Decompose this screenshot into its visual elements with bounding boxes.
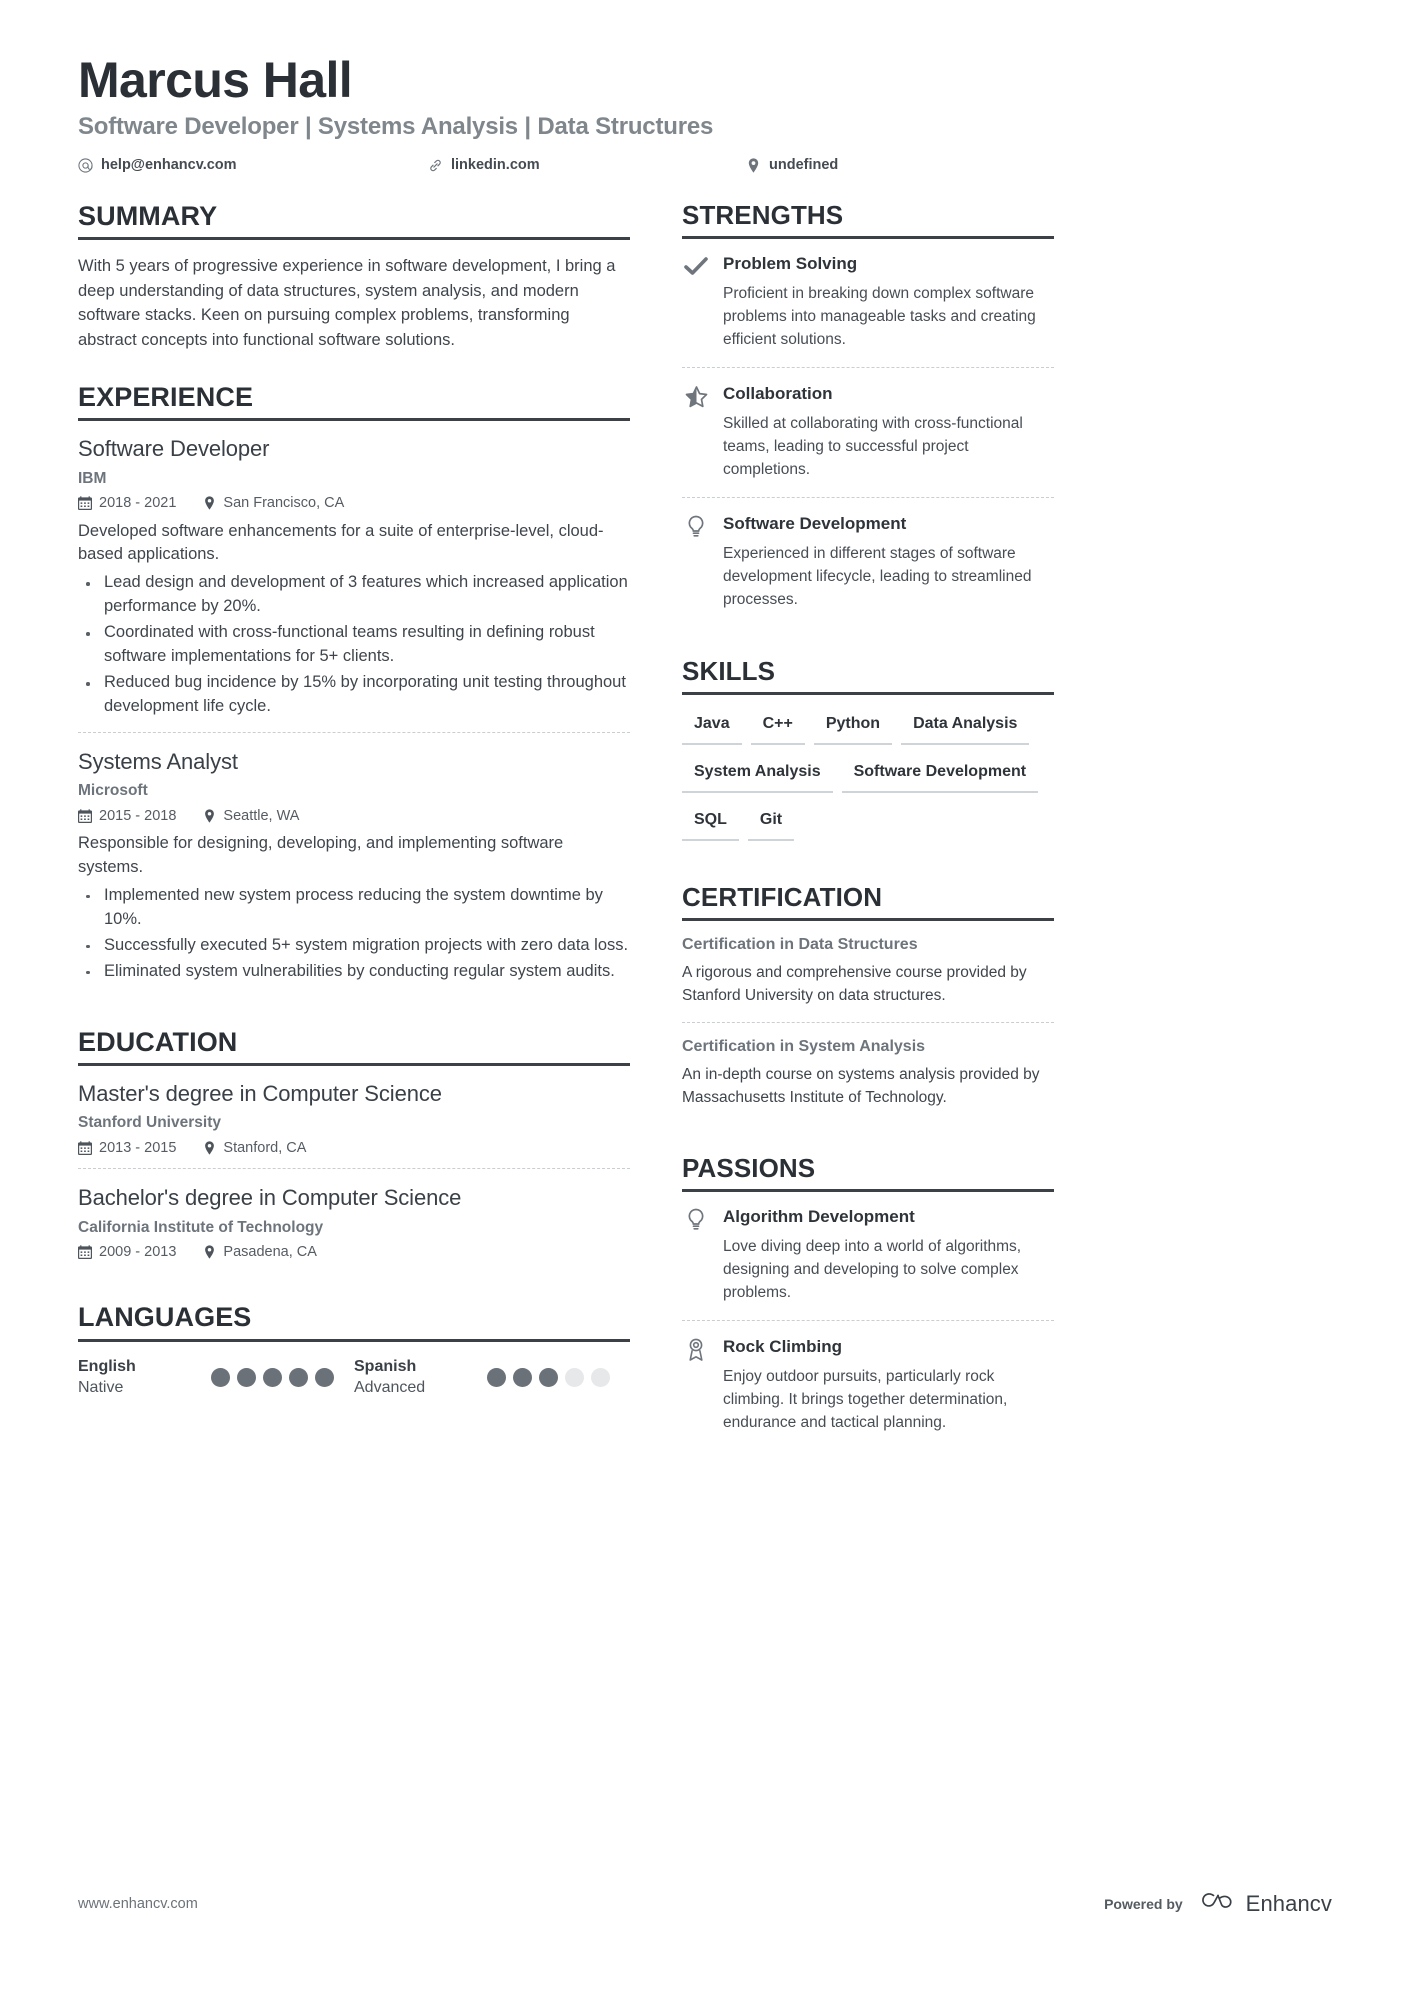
passion-body bbox=[723, 1206, 1054, 1305]
strength-title: Problem Solving bbox=[723, 254, 858, 274]
section-title-passions: PASSIONS bbox=[682, 1152, 816, 1183]
enhancv-logo-icon bbox=[1197, 1890, 1237, 1917]
left-column bbox=[78, 201, 630, 1429]
skill-tag[interactable]: System Analysis bbox=[682, 757, 833, 793]
job-bullet: Reduced bug incidence by 15% by incorporating unit testing throughout development life cycle. bbox=[78, 671, 630, 719]
contact-row bbox=[78, 157, 1332, 173]
location-pin-icon bbox=[202, 809, 216, 823]
passion-item bbox=[682, 1320, 1054, 1450]
calendar-icon bbox=[78, 496, 92, 510]
language-item bbox=[78, 1356, 354, 1399]
section-title-skills: SKILLS bbox=[682, 656, 776, 687]
section-summary bbox=[78, 201, 630, 352]
language-level: Advanced bbox=[354, 1379, 426, 1397]
section-divider bbox=[78, 1063, 630, 1066]
section-certification bbox=[682, 883, 1054, 1123]
rating-dot bbox=[565, 1368, 584, 1387]
job-dates bbox=[78, 809, 176, 824]
calendar-icon bbox=[78, 1245, 92, 1259]
location-pin-icon bbox=[202, 1245, 216, 1259]
email-icon bbox=[78, 158, 93, 173]
brand-name: Enhancv bbox=[1245, 1890, 1332, 1916]
language-level: Native bbox=[78, 1379, 124, 1397]
job-location-text: Seattle, WA bbox=[223, 807, 300, 824]
section-title-education: EDUCATION bbox=[78, 1026, 238, 1057]
rating-dot bbox=[591, 1368, 610, 1387]
certification-desc: A rigorous and comprehensive course provided by Stanford University on data structures. bbox=[682, 964, 1027, 1004]
brand-logo bbox=[1197, 1890, 1332, 1917]
strength-title: Software Development bbox=[723, 514, 907, 534]
passion-item bbox=[682, 1206, 1054, 1320]
strength-body bbox=[723, 383, 1054, 482]
professional-headline: Software Developer | Systems Analysis | Data Structures bbox=[78, 113, 714, 140]
language-labels bbox=[354, 1356, 425, 1399]
degree-title: Bachelor's degree in Computer Science bbox=[78, 1185, 462, 1211]
company-name: IBM bbox=[78, 469, 107, 487]
skill-tag[interactable]: Python bbox=[814, 709, 892, 745]
language-rating bbox=[487, 1368, 610, 1387]
job-dates bbox=[78, 496, 176, 511]
skill-tag[interactable]: Data Analysis bbox=[901, 709, 1029, 745]
rating-dot bbox=[315, 1368, 334, 1387]
strength-desc: Experienced in different stages of software development lifecycle, leading to streamlined processes. bbox=[723, 545, 1032, 609]
job-bullet: Coordinated with cross-functional teams resulting in defining robust software implementations for 5+ clients. bbox=[78, 621, 630, 669]
job-title: Systems Analyst bbox=[78, 748, 238, 774]
calendar-icon bbox=[78, 1141, 92, 1155]
education-dates bbox=[78, 1141, 176, 1156]
rating-dot bbox=[487, 1368, 506, 1387]
passion-title: Rock Climbing bbox=[723, 1336, 843, 1356]
section-experience bbox=[78, 382, 630, 997]
section-education bbox=[78, 1027, 630, 1273]
education-location bbox=[202, 1245, 317, 1260]
location-pin-icon bbox=[746, 158, 761, 173]
language-name: English bbox=[78, 1357, 136, 1375]
section-title-certification: CERTIFICATION bbox=[682, 882, 883, 913]
powered-by-label: Powered by bbox=[1104, 1895, 1183, 1912]
certification-title: Certification in Data Structures bbox=[682, 936, 918, 954]
resume-header bbox=[78, 52, 1332, 173]
strength-item bbox=[682, 497, 1054, 627]
strength-title: Collaboration bbox=[723, 384, 833, 404]
job-bullet: Eliminated system vulnerabilities by conducting regular system audits. bbox=[78, 960, 630, 984]
section-passions bbox=[682, 1154, 1054, 1450]
location-pin-icon bbox=[202, 1141, 216, 1155]
check-icon bbox=[682, 253, 710, 352]
contact-email-text: help@enhancv.com bbox=[101, 157, 237, 174]
contact-email[interactable] bbox=[78, 157, 428, 173]
strength-body bbox=[723, 513, 1054, 612]
degree-title: Master's degree in Computer Science bbox=[78, 1080, 442, 1106]
section-languages bbox=[78, 1302, 630, 1398]
entry-meta bbox=[78, 1245, 630, 1260]
contact-location[interactable] bbox=[746, 157, 838, 173]
entry-meta bbox=[78, 496, 630, 511]
certification-desc: An in-depth course on systems analysis provided by Massachusetts Institute of Technology. bbox=[682, 1065, 1040, 1106]
experience-entry bbox=[78, 732, 630, 997]
section-title-summary: SUMMARY bbox=[78, 201, 218, 232]
rating-dot bbox=[289, 1368, 308, 1387]
skill-tag[interactable]: Git bbox=[748, 805, 794, 841]
right-column bbox=[682, 201, 1054, 1479]
job-bullets bbox=[78, 884, 630, 984]
job-bullets bbox=[78, 571, 630, 719]
footer-url[interactable]: www.enhancv.com bbox=[78, 1895, 198, 1912]
education-entry bbox=[78, 1080, 630, 1168]
language-labels bbox=[78, 1356, 136, 1399]
section-title-experience: EXPERIENCE bbox=[78, 382, 254, 413]
certification-item bbox=[682, 935, 1054, 1022]
skill-tag[interactable]: C++ bbox=[751, 709, 805, 745]
job-description: Developed software enhancements for a suite of enterprise-level, cloud-based applications. bbox=[78, 521, 604, 564]
strength-item bbox=[682, 367, 1054, 497]
location-pin-icon bbox=[202, 496, 216, 510]
skills-list bbox=[682, 709, 1054, 853]
section-divider bbox=[682, 918, 1054, 921]
job-location-text: San Francisco, CA bbox=[223, 495, 345, 512]
contact-link[interactable] bbox=[428, 157, 746, 173]
passion-body bbox=[723, 1336, 1054, 1435]
passion-title: Algorithm Development bbox=[723, 1206, 915, 1226]
section-divider bbox=[682, 1189, 1054, 1192]
job-bullet: Successfully executed 5+ system migration projects with zero data loss. bbox=[78, 934, 630, 958]
education-location bbox=[202, 1141, 306, 1156]
job-dates-text: 2015 - 2018 bbox=[99, 807, 177, 824]
entry-meta bbox=[78, 1141, 630, 1156]
strength-desc: Proficient in breaking down complex software problems into manageable tasks and creating efficient solutions. bbox=[723, 285, 1036, 349]
lightbulb-icon bbox=[682, 1206, 710, 1305]
section-title-strengths: STRENGTHS bbox=[682, 200, 844, 231]
rating-dot bbox=[237, 1368, 256, 1387]
passion-desc: Love diving deep into a world of algorithms, designing and developing to solve complex problems. bbox=[723, 1237, 1022, 1301]
section-skills bbox=[682, 657, 1054, 853]
languages-grid bbox=[78, 1356, 630, 1399]
education-dates-text: 2009 - 2013 bbox=[99, 1243, 177, 1260]
rating-dot bbox=[513, 1368, 532, 1387]
page-title: Marcus Hall bbox=[78, 52, 353, 108]
section-divider bbox=[78, 1339, 630, 1342]
education-dates-text: 2013 - 2015 bbox=[99, 1139, 177, 1156]
entry-meta bbox=[78, 809, 630, 824]
job-location bbox=[202, 496, 344, 511]
link-icon bbox=[428, 158, 443, 173]
resume-columns bbox=[78, 201, 1332, 1479]
footer-branding bbox=[1104, 1890, 1332, 1917]
section-divider bbox=[682, 692, 1054, 695]
rating-dot bbox=[263, 1368, 282, 1387]
language-name: Spanish bbox=[354, 1357, 417, 1375]
company-name: Microsoft bbox=[78, 782, 148, 800]
star-icon bbox=[682, 383, 710, 482]
rating-dot bbox=[211, 1368, 230, 1387]
calendar-icon bbox=[78, 809, 92, 823]
summary-text: With 5 years of progressive experience in software development, I bring a deep understanding of data structures, system analysis, and modern software stacks. Keen on pursuing complex problems, transforming abstract concepts into functional software solutions. bbox=[78, 257, 616, 349]
section-divider bbox=[682, 236, 1054, 239]
contact-link-text: linkedin.com bbox=[451, 157, 540, 174]
certification-item bbox=[682, 1022, 1054, 1124]
job-bullet: Lead design and development of 3 features which increased application performance by 20%. bbox=[78, 571, 630, 619]
section-title-languages: LANGUAGES bbox=[78, 1302, 252, 1333]
section-divider bbox=[78, 418, 630, 421]
language-rating bbox=[211, 1368, 334, 1387]
rating-dot bbox=[539, 1368, 558, 1387]
strength-body bbox=[723, 253, 1054, 352]
medal-icon bbox=[682, 1336, 710, 1435]
education-dates bbox=[78, 1245, 176, 1260]
education-location-text: Stanford, CA bbox=[223, 1139, 307, 1156]
education-entry bbox=[78, 1168, 630, 1272]
job-location bbox=[202, 809, 299, 824]
strength-item bbox=[682, 253, 1054, 367]
section-strengths bbox=[682, 201, 1054, 627]
skill-tag[interactable]: Software Development bbox=[842, 757, 1038, 793]
section-divider bbox=[78, 237, 630, 240]
contact-location-text: undefined bbox=[769, 157, 839, 174]
job-description: Responsible for designing, developing, and implementing software systems. bbox=[78, 834, 564, 877]
skill-tag[interactable]: SQL bbox=[682, 805, 739, 841]
job-title: Software Developer bbox=[78, 436, 270, 462]
language-item bbox=[354, 1356, 630, 1399]
job-dates-text: 2018 - 2021 bbox=[99, 495, 177, 512]
passion-desc: Enjoy outdoor pursuits, particularly rock climbing. It brings together determination, endurance and tactical planning. bbox=[723, 1367, 1008, 1431]
job-bullet: Implemented new system process reducing the system downtime by 10%. bbox=[78, 884, 630, 932]
strength-desc: Skilled at collaborating with cross-functional teams, leading to successful project completions. bbox=[723, 415, 1023, 479]
page-footer bbox=[78, 1890, 1332, 1917]
experience-entry bbox=[78, 435, 630, 732]
certification-title: Certification in System Analysis bbox=[682, 1037, 926, 1055]
lightbulb-icon bbox=[682, 513, 710, 612]
school-name: California Institute of Technology bbox=[78, 1218, 324, 1236]
education-location-text: Pasadena, CA bbox=[223, 1243, 317, 1260]
school-name: Stanford University bbox=[78, 1114, 221, 1132]
skill-tag[interactable]: Java bbox=[682, 709, 742, 745]
